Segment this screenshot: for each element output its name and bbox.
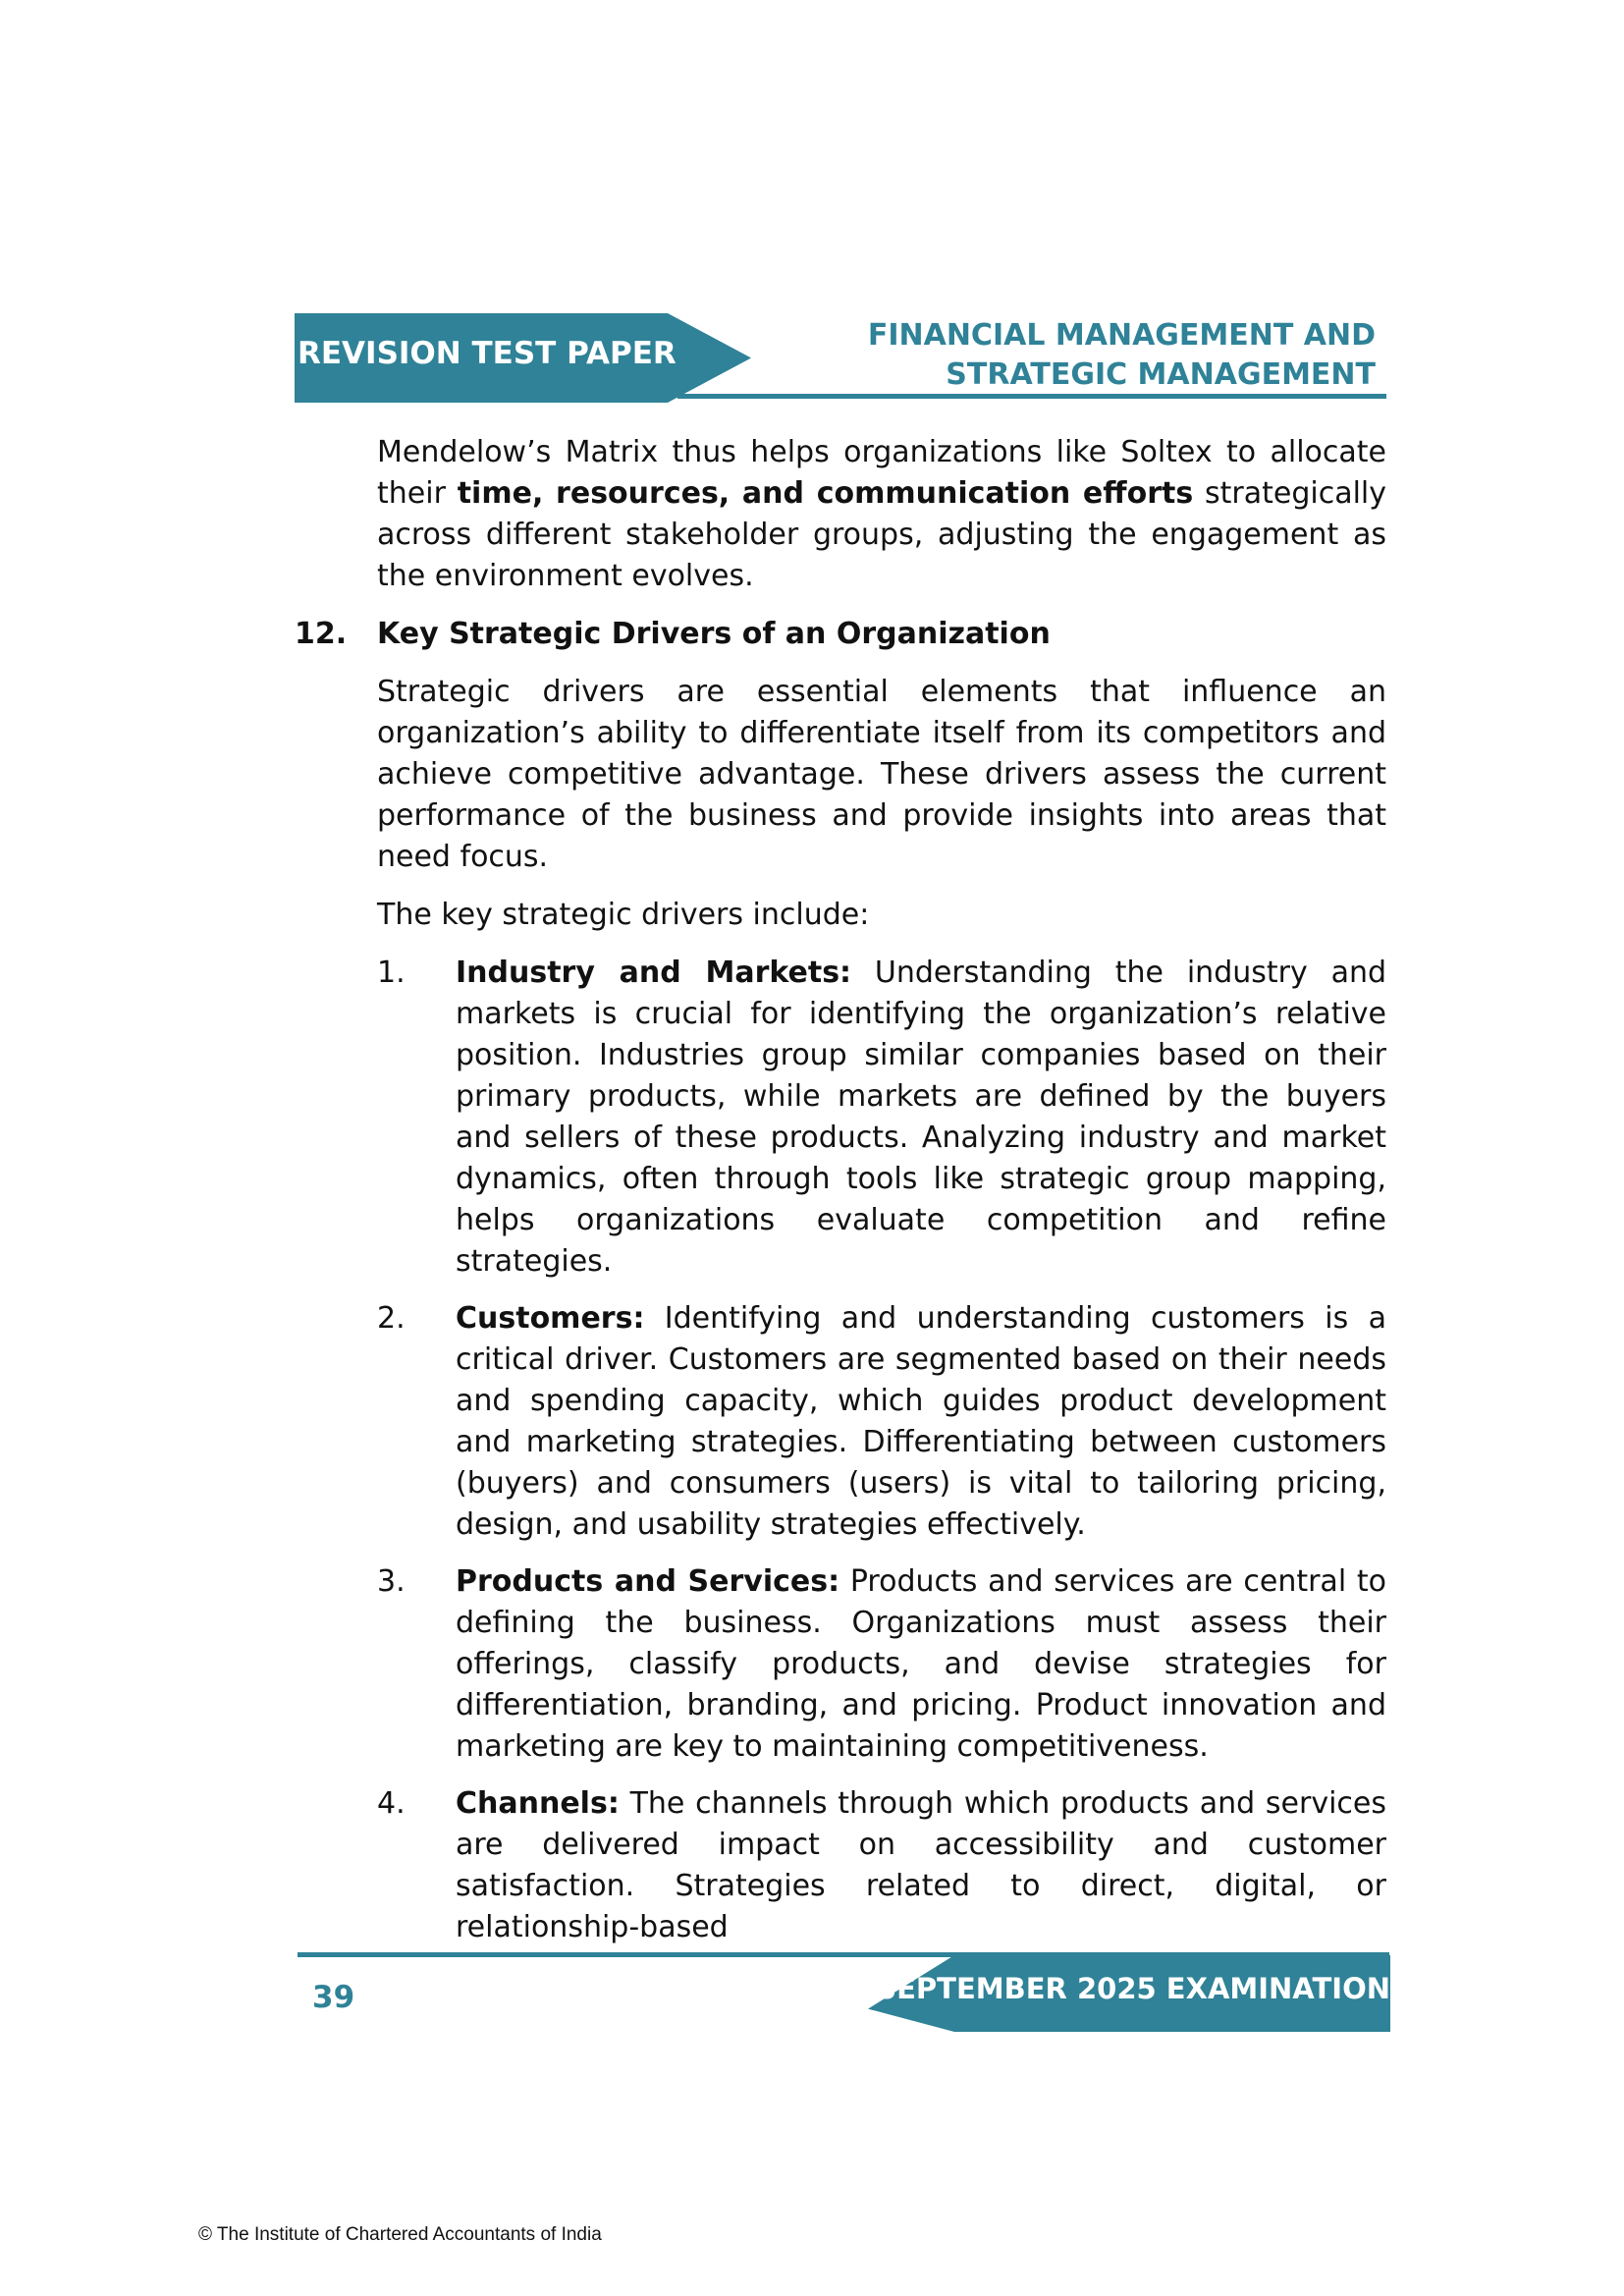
list-intro: The key strategic drivers include: <box>377 898 870 932</box>
page-content <box>295 432 1386 1964</box>
list-item-number: 4. <box>377 1786 406 1821</box>
list-item-title: Industry and Markets: <box>456 956 852 990</box>
copyright-notice: © The Institute of Chartered Accountants of India <box>198 2224 602 2245</box>
intro-text-before: Mendelow’s Matrix thus helps organizations like Soltex to allocate their <box>377 435 1386 511</box>
drivers-list <box>295 953 1386 1948</box>
list-item-title: Products and Services: <box>456 1564 840 1599</box>
section-paragraph: Strategic drivers are essential elements that influence an organization’s ability to differentiate itself from its competitors and achieve competitive advantage. These drivers assess the current performance of the business and provide insights into areas that need focus. <box>377 675 1386 874</box>
list-item-body: Identifying and understanding customers is a critical driver. Customers are segmented based on their needs and spending capacity, which guides product development and marketing strategies. Differentiating between customers (buyers) and consumers (users) is vital to tailoring pricing, design, and usability strategies effectively. <box>456 1301 1386 1542</box>
header-title-line2: STRATEGIC MANAGEMENT <box>946 357 1376 392</box>
list-item <box>377 953 1386 1283</box>
list-item <box>377 1561 1386 1768</box>
list-item-number: 1. <box>377 956 406 990</box>
section-number: 12. <box>295 617 348 651</box>
header-title <box>826 316 1376 395</box>
list-item-number: 3. <box>377 1564 406 1599</box>
exam-label: SEPTEMBER 2025 EXAMINATION <box>876 1972 1390 2005</box>
page-number: 39 <box>312 1980 355 2015</box>
list-item-body: Products and services are central to defining the business. Organizations must assess their offerings, classify products, and devise strategies for differentiation, branding, and pricing. Product innovation and marketing are key to maintaining competitiveness. <box>456 1564 1386 1764</box>
intro-text-after: strategically across different stakeholder groups, adjusting the engagement as the environment evolves. <box>377 476 1386 593</box>
list-item-body: The channels through which products and services are delivered impact on accessibility and customer satisfaction. Strategies related to direct, digital, or relationship-based <box>456 1786 1386 1944</box>
list-item-text <box>456 1783 1386 1948</box>
list-item-text <box>456 1298 1386 1546</box>
list-item-title: Customers: <box>456 1301 645 1336</box>
section-heading <box>295 614 1386 655</box>
intro-paragraph <box>377 432 1386 597</box>
intro-bold-text: time, resources, and communication efforts <box>457 476 1194 511</box>
list-item-body: Understanding the industry and markets is crucial for identifying the organization’s relative position. Industries group similar companies based on their primary products, while markets are defined by the buyers and sellers of these products. Analyzing industry and market dynamics, often through tools like strategic group mapping, helps organizations evaluate competition and refine strategies. <box>456 956 1387 1279</box>
list-item <box>377 1783 1386 1948</box>
list-item-text <box>456 953 1386 1283</box>
header-rule <box>677 394 1386 399</box>
section-title: Key Strategic Drivers of an Organization <box>377 617 1051 651</box>
header-title-line1: FINANCIAL MANAGEMENT AND <box>867 318 1376 353</box>
list-item-title: Channels: <box>456 1786 620 1821</box>
list-item-number: 2. <box>377 1301 406 1336</box>
header-banner-label: REVISION TEST PAPER <box>298 336 677 371</box>
list-item-text <box>456 1561 1386 1768</box>
list-item <box>377 1298 1386 1546</box>
